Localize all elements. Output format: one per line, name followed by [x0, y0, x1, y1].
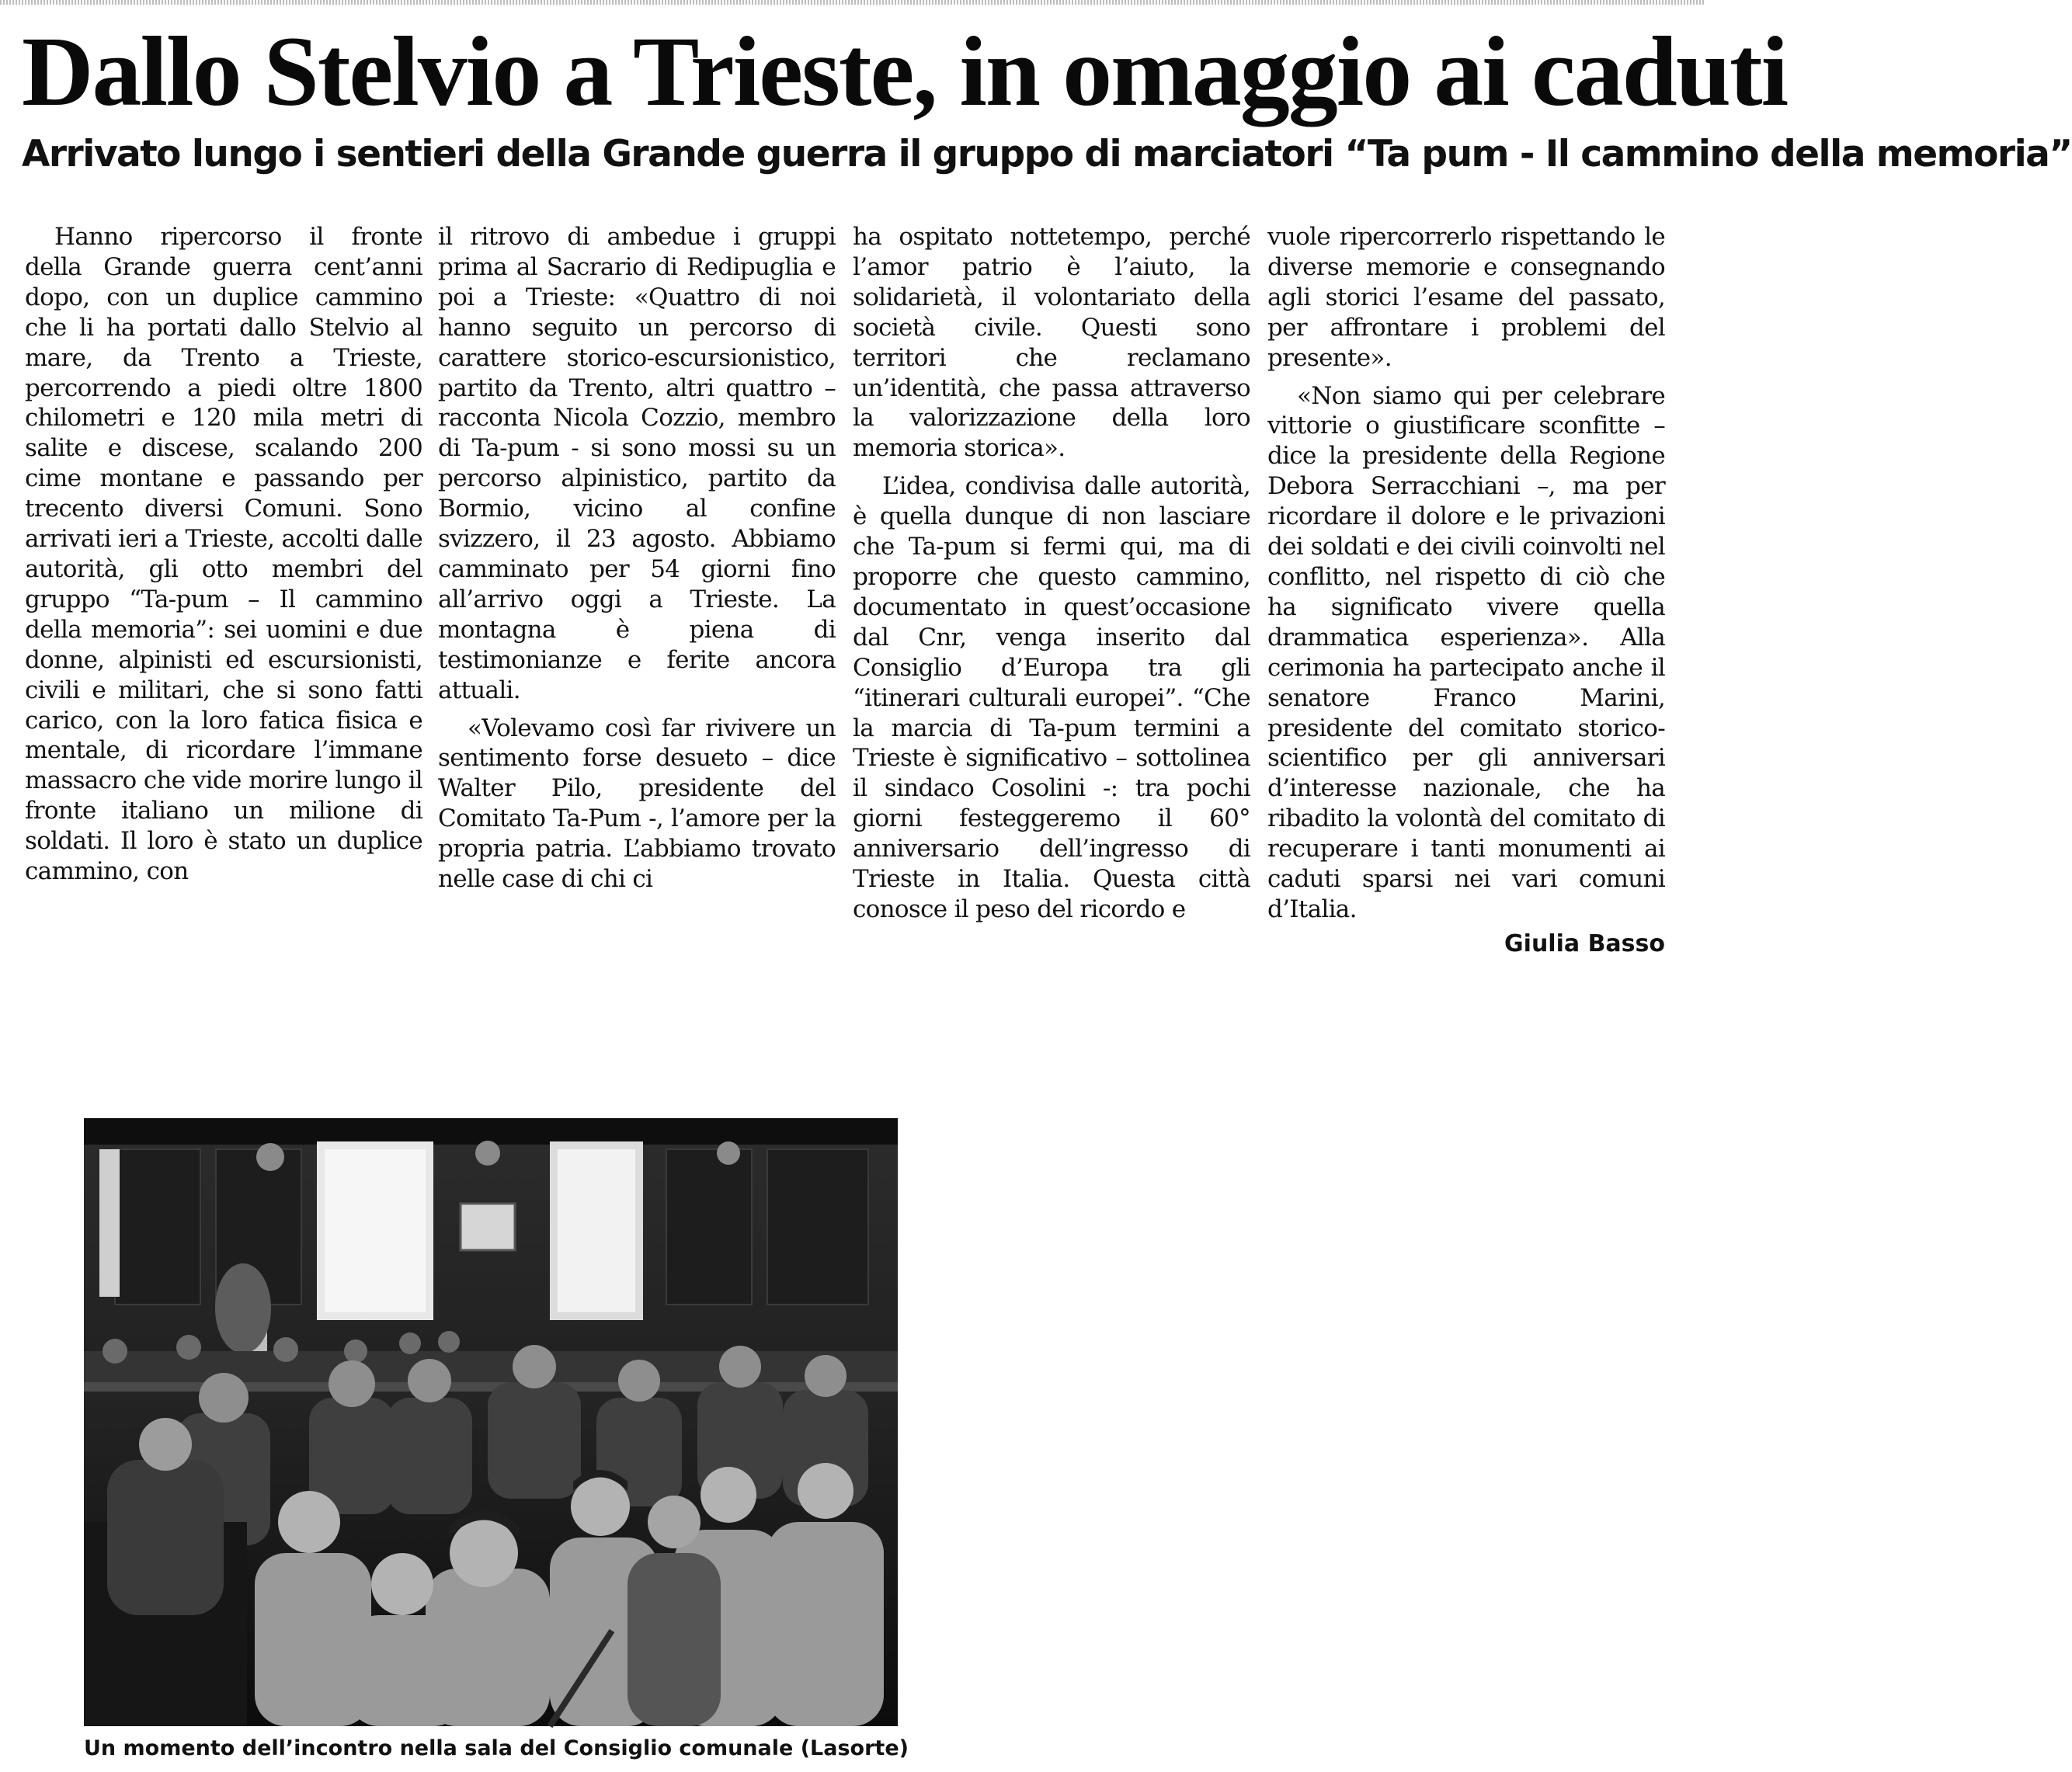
headline: Dallo Stelvio a Trieste, in omaggio ai caduti [22, 16, 1788, 127]
paragraph: Hanno ripercorso il fronte della Grande guerra cent’anni dopo, con un duplice cammino che li ha portati dallo Stelvio al mare, da Trento a Trieste, percorrendo a piedi oltre 1800 chilometri e 120 mila metri di salite e discese, scalando 200 cime montane e passando per trecento diversi Comuni. Sono arrivati ieri a Trieste, accolti dalle autorità, gli otto membri del gruppo “Ta-pum – Il cammino della memoria”: sei uomini e due donne, alpinisti ed escursionisti, civili e militari, che si sono fatti carico, con la loro fatica fisica e mentale, di ricordare l’immane massacro che vide morire lungo il fronte italiano un milione di soldati. Il loro è stato un duplice cammino, con [25, 223, 422, 886]
column-4 [1267, 222, 1665, 925]
council-hall-photo-illustration [84, 1118, 898, 1726]
column-1 [25, 222, 422, 887]
article-photo [84, 1118, 898, 1726]
column-2 [438, 222, 836, 895]
paragraph: vuole ripercorrerlo rispettando le diverse memorie e consegnando agli storici l’esame del passato, per affrontare i problemi del presente». [1267, 223, 1665, 372]
photo-caption: Un momento dell’incontro nella sala del Consiglio comunale (Lasorte) [84, 1736, 909, 1760]
article-body [25, 222, 1665, 957]
byline: Giulia Basso [1504, 930, 1665, 957]
paragraph: il ritrovo di ambedue i gruppi prima al Sacrario di Redipuglia e poi a Trieste: «Quattro di noi hanno seguito un percorso di carattere storico-escursionistico, partito da Trento, altri quattro – racconta Nicola Cozzio, membro di Ta-pum - si sono mossi su un percorso alpinistico, partito da Bormio, vicino al confine svizzero, il 23 agosto. Abbiamo camminato per 54 giorni fino all’arrivo oggi a Trieste. La montagna è piena di testimonianze e ferite ancora attuali. [438, 223, 836, 704]
column-3 [853, 222, 1250, 925]
paragraph: «Non siamo qui per celebrare vittorie o giustificare sconfitte – dice la presidente della Regione Debora Serracchiani –, ma per ricordare il dolore e le privazioni dei soldati e dei civili coinvolti nel conflitto, nel rispetto di ciò che ha significato vivere quella drammatica esperienza». Alla cerimonia ha partecipato anche il senatore Franco Marini, presidente del comitato storico-scientifico per gli anniversari d’interesse nazionale, che ha ribadito la volontà del comitato di recuperare i tanti monumenti ai caduti sparsi nei vari comuni d’Italia. [1267, 381, 1665, 923]
paragraph: L’idea, condivisa dalle autorità, è quella dunque di non lasciare che Ta-pum si fermi qui, ma di proporre che questo cammino, documentato in quest’occasione dal Cnr, venga inserito dal Consiglio d’Europa tra gli “itinerari culturali europei”. “Che la marcia di Ta-pum termini a Trieste è significativo – sottolinea il sindaco Cosolini -: tra pochi giorni festeggeremo il 60° anniversario dell’ingresso di Trieste in Italia. Questa città conosce il peso del ricordo e [853, 472, 1250, 923]
paragraph: «Volevamo così far rivivere un sentimento forse desueto – dice Walter Pilo, presidente del Comitato Ta-Pum -, l’amore per la propria patria. L’abbiamo trovato nelle case di chi ci [438, 714, 836, 894]
top-border-rule [0, 0, 1705, 5]
subheadline: Arrivato lungo i sentieri della Grande guerra il gruppo di marciatori “Ta pum - Il cammino della memoria” [22, 133, 2072, 175]
paragraph: ha ospitato nottetempo, perché l’amor patrio è l’aiuto, la solidarietà, il volontariato della società civile. Questi sono territori che reclamano un’identità, che passa attraverso la valorizzazione della loro memoria storica». [853, 223, 1250, 463]
